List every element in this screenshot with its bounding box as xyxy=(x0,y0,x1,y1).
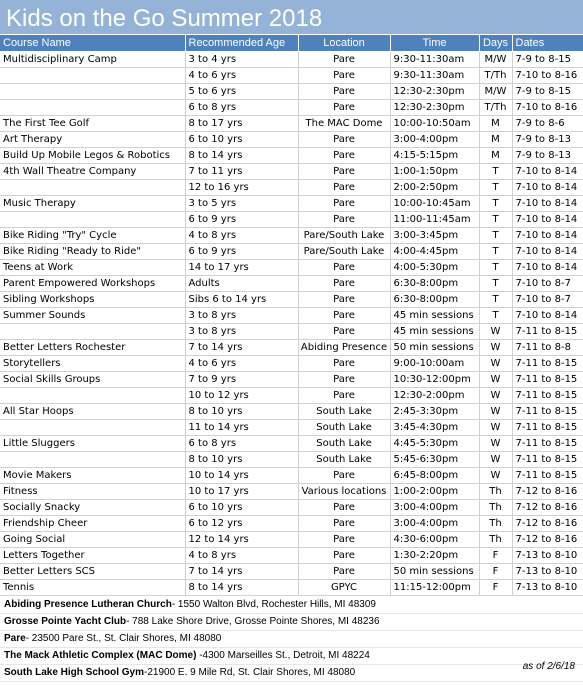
location-cell[interactable]: Pare xyxy=(298,500,390,516)
age-cell[interactable]: 8 to 14 yrs xyxy=(185,148,298,164)
location-cell[interactable]: South Lake xyxy=(298,404,390,420)
course-name-cell[interactable]: Teens at Work xyxy=(0,260,185,276)
header-time[interactable]: Time xyxy=(390,36,479,52)
age-cell[interactable]: 14 to 17 yrs xyxy=(185,260,298,276)
days-cell[interactable]: W xyxy=(479,468,512,484)
days-cell[interactable]: Th xyxy=(479,484,512,500)
location-cell[interactable]: South Lake xyxy=(298,436,390,452)
note-address: -4300 Marseilles St., Detroit, MI 48224 xyxy=(196,650,370,661)
location-notes xyxy=(0,597,583,682)
location-cell[interactable]: Pare xyxy=(298,180,390,196)
time-cell[interactable]: 10:00-10:50am xyxy=(390,116,479,132)
time-cell[interactable]: 4:00-5:30pm xyxy=(390,260,479,276)
course-name-cell[interactable] xyxy=(0,84,185,100)
course-name-cell[interactable]: Fitness xyxy=(0,484,185,500)
time-cell[interactable]: 9:00-10:00am xyxy=(390,356,479,372)
header-days[interactable]: Days xyxy=(479,36,512,52)
time-cell[interactable]: 11:00-11:45am xyxy=(390,212,479,228)
dates-cell[interactable]: 7-11 to 8-15 xyxy=(512,372,583,388)
as-of-date: as of 2/6/18 xyxy=(522,661,575,672)
age-cell[interactable]: 7 to 14 yrs xyxy=(185,564,298,580)
age-cell[interactable]: 6 to 8 yrs xyxy=(185,100,298,116)
dates-cell[interactable]: 7-11 to 8-15 xyxy=(512,404,583,420)
dates-cell[interactable]: 7-10 to 8-14 xyxy=(512,260,583,276)
dates-cell[interactable]: 7-10 to 8-16 xyxy=(512,68,583,84)
time-cell[interactable]: 1:30-2:20pm xyxy=(390,548,479,564)
course-name-cell[interactable] xyxy=(0,212,185,228)
time-cell[interactable]: 1:00-2:00pm xyxy=(390,484,479,500)
table-row xyxy=(0,68,583,84)
days-cell[interactable]: T xyxy=(479,260,512,276)
age-cell[interactable]: 4 to 6 yrs xyxy=(185,68,298,84)
days-cell[interactable]: T xyxy=(479,196,512,212)
age-cell[interactable]: 4 to 8 yrs xyxy=(185,548,298,564)
days-cell[interactable]: Th xyxy=(479,500,512,516)
age-cell[interactable]: 3 to 4 yrs xyxy=(185,52,298,68)
table-row xyxy=(0,564,583,580)
time-cell[interactable]: 12:30-2:30pm xyxy=(390,100,479,116)
location-cell[interactable]: Abiding Presence xyxy=(298,340,390,356)
time-cell[interactable]: 3:00-4:00pm xyxy=(390,516,479,532)
time-cell[interactable]: 3:00-3:45pm xyxy=(390,228,479,244)
location-cell[interactable]: Pare xyxy=(298,52,390,68)
age-cell[interactable]: 12 to 16 yrs xyxy=(185,180,298,196)
time-cell[interactable]: 4:00-4:45pm xyxy=(390,244,479,260)
course-name-cell[interactable] xyxy=(0,324,185,340)
age-cell[interactable]: 6 to 10 yrs xyxy=(185,500,298,516)
time-cell[interactable]: 4:15-5:15pm xyxy=(390,148,479,164)
table-row xyxy=(0,580,583,596)
course-name-cell[interactable]: Letters Together xyxy=(0,548,185,564)
note-address: - 23500 Pare St., St. Clair Shores, MI 48080 xyxy=(25,633,222,644)
days-cell[interactable]: W xyxy=(479,356,512,372)
note-name: Abiding Presence Lutheran Church xyxy=(4,599,172,610)
course-name-cell[interactable]: Summer Sounds xyxy=(0,308,185,324)
location-cell[interactable]: Pare xyxy=(298,260,390,276)
time-cell[interactable]: 10:30-12:00pm xyxy=(390,372,479,388)
table-row xyxy=(0,324,583,340)
dates-cell[interactable]: 7-11 to 8-8 xyxy=(512,340,583,356)
course-name-cell[interactable]: Tennis xyxy=(0,580,185,596)
age-cell[interactable]: 4 to 6 yrs xyxy=(185,356,298,372)
dates-cell[interactable]: 7-12 to 8-16 xyxy=(512,500,583,516)
time-cell[interactable]: 9:30-11:30am xyxy=(390,68,479,84)
course-name-cell[interactable]: Multidisciplinary Camp xyxy=(0,52,185,68)
table-row xyxy=(0,228,583,244)
table-row xyxy=(0,388,583,404)
location-cell[interactable]: Pare xyxy=(298,164,390,180)
age-cell[interactable]: Sibs 6 to 14 yrs xyxy=(185,292,298,308)
days-cell[interactable]: Th xyxy=(479,516,512,532)
location-cell[interactable]: Pare/South Lake xyxy=(298,228,390,244)
dates-cell[interactable]: 7-10 to 8-7 xyxy=(512,276,583,292)
dates-cell[interactable]: 7-10 to 8-14 xyxy=(512,308,583,324)
location-cell[interactable]: Pare xyxy=(298,532,390,548)
table-row xyxy=(0,500,583,516)
location-cell[interactable]: Pare xyxy=(298,548,390,564)
age-cell[interactable]: 6 to 9 yrs xyxy=(185,212,298,228)
days-cell[interactable]: T xyxy=(479,164,512,180)
header-recommended-age[interactable]: Recommended Age xyxy=(185,36,298,52)
location-cell[interactable]: Pare xyxy=(298,292,390,308)
table-row xyxy=(0,84,583,100)
days-cell[interactable]: F xyxy=(479,564,512,580)
days-cell[interactable]: W xyxy=(479,340,512,356)
dates-cell[interactable]: 7-10 to 8-14 xyxy=(512,196,583,212)
dates-cell[interactable]: 7-12 to 8-16 xyxy=(512,484,583,500)
age-cell[interactable]: 10 to 12 yrs xyxy=(185,388,298,404)
course-name-cell[interactable]: Art Therapy xyxy=(0,132,185,148)
time-cell[interactable]: 50 min sessions xyxy=(390,340,479,356)
time-cell[interactable]: 9:30-11:30am xyxy=(390,52,479,68)
age-cell[interactable]: 11 to 14 yrs xyxy=(185,420,298,436)
dates-cell[interactable]: 7-12 to 8-16 xyxy=(512,516,583,532)
dates-cell[interactable]: 7-10 to 8-14 xyxy=(512,180,583,196)
age-cell[interactable]: 8 to 10 yrs xyxy=(185,404,298,420)
note-row[interactable] xyxy=(0,665,583,682)
time-cell[interactable]: 11:15-12:00pm xyxy=(390,580,479,596)
location-cell[interactable]: Pare xyxy=(298,196,390,212)
header-row xyxy=(0,36,583,52)
course-name-cell[interactable]: Going Social xyxy=(0,532,185,548)
location-cell[interactable]: Pare xyxy=(298,132,390,148)
table-row xyxy=(0,484,583,500)
days-cell[interactable]: W xyxy=(479,436,512,452)
days-cell[interactable]: M/W xyxy=(479,52,512,68)
note-address: - 1550 Walton Blvd, Rochester Hills, MI 48309 xyxy=(171,599,376,610)
course-name-cell[interactable]: Storytellers xyxy=(0,356,185,372)
days-cell[interactable]: T/Th xyxy=(479,68,512,84)
days-cell[interactable]: Th xyxy=(479,532,512,548)
note-row[interactable] xyxy=(0,648,583,665)
table-row xyxy=(0,52,583,68)
location-cell[interactable]: Pare xyxy=(298,324,390,340)
course-name-cell[interactable]: Better Letters Rochester xyxy=(0,340,185,356)
days-cell[interactable]: M xyxy=(479,132,512,148)
location-cell[interactable]: The MAC Dome xyxy=(298,116,390,132)
days-cell[interactable]: W xyxy=(479,388,512,404)
table-row xyxy=(0,548,583,564)
table-row xyxy=(0,180,583,196)
schedule-table xyxy=(0,35,583,596)
days-cell[interactable]: W xyxy=(479,452,512,468)
course-name-cell[interactable]: Little Sluggers xyxy=(0,436,185,452)
time-cell[interactable]: 6:30-8:00pm xyxy=(390,276,479,292)
dates-cell[interactable]: 7-10 to 8-14 xyxy=(512,228,583,244)
dates-cell[interactable]: 7-11 to 8-15 xyxy=(512,324,583,340)
table-row xyxy=(0,468,583,484)
days-cell[interactable]: F xyxy=(479,580,512,596)
dates-cell[interactable]: 7-9 to 8-15 xyxy=(512,52,583,68)
days-cell[interactable]: W xyxy=(479,420,512,436)
time-cell[interactable]: 2:45-3:30pm xyxy=(390,404,479,420)
table-row xyxy=(0,196,583,212)
days-cell[interactable]: W xyxy=(479,404,512,420)
note-row[interactable] xyxy=(0,631,583,648)
course-name-cell[interactable]: Friendship Cheer xyxy=(0,516,185,532)
age-cell[interactable]: 6 to 8 yrs xyxy=(185,436,298,452)
dates-cell[interactable]: 7-11 to 8-15 xyxy=(512,452,583,468)
dates-cell[interactable]: 7-9 to 8-6 xyxy=(512,116,583,132)
time-cell[interactable]: 6:45-8:00pm xyxy=(390,468,479,484)
header-course-name[interactable]: Course Name xyxy=(0,36,185,52)
table-row xyxy=(0,308,583,324)
time-cell[interactable]: 2:00-2:50pm xyxy=(390,180,479,196)
dates-cell[interactable]: 7-9 to 8-15 xyxy=(512,84,583,100)
location-cell[interactable]: Pare xyxy=(298,212,390,228)
header-location[interactable]: Location xyxy=(298,36,390,52)
age-cell[interactable]: 12 to 14 yrs xyxy=(185,532,298,548)
days-cell[interactable]: T xyxy=(479,308,512,324)
course-name-cell[interactable]: All Star Hoops xyxy=(0,404,185,420)
table-row xyxy=(0,244,583,260)
table-row xyxy=(0,420,583,436)
location-cell[interactable]: Pare xyxy=(298,100,390,116)
location-cell[interactable]: GPYC xyxy=(298,580,390,596)
note-address: -21900 E. 9 Mile Rd, St. Clair Shores, MI 48080 xyxy=(144,667,356,678)
location-cell[interactable]: Pare/South Lake xyxy=(298,244,390,260)
dates-cell[interactable]: 7-12 to 8-16 xyxy=(512,532,583,548)
table-row xyxy=(0,516,583,532)
course-name-cell[interactable] xyxy=(0,68,185,84)
days-cell[interactable]: T xyxy=(479,292,512,308)
age-cell[interactable]: 3 to 5 yrs xyxy=(185,196,298,212)
time-cell[interactable]: 1:00-1:50pm xyxy=(390,164,479,180)
days-cell[interactable]: F xyxy=(479,548,512,564)
location-cell[interactable]: Pare xyxy=(298,68,390,84)
dates-cell[interactable]: 7-11 to 8-15 xyxy=(512,420,583,436)
course-name-cell[interactable]: 4th Wall Theatre Company xyxy=(0,164,185,180)
course-name-cell[interactable]: Bike Riding "Ready to Ride" xyxy=(0,244,185,260)
sheet-title: Kids on the Go Summer 2018 xyxy=(0,0,583,35)
table-row xyxy=(0,276,583,292)
dates-cell[interactable]: 7-13 to 8-10 xyxy=(512,564,583,580)
age-cell[interactable]: 4 to 8 yrs xyxy=(185,228,298,244)
age-cell[interactable]: 7 to 9 yrs xyxy=(185,372,298,388)
course-name-cell[interactable] xyxy=(0,100,185,116)
course-name-cell[interactable]: Movie Makers xyxy=(0,468,185,484)
table-row xyxy=(0,132,583,148)
course-name-cell[interactable]: Build Up Mobile Legos & Robotics xyxy=(0,148,185,164)
location-cell[interactable]: Pare xyxy=(298,356,390,372)
dates-cell[interactable]: 7-11 to 8-15 xyxy=(512,356,583,372)
location-cell[interactable]: Pare xyxy=(298,84,390,100)
note-name: South Lake High School Gym xyxy=(4,667,145,678)
course-name-cell[interactable]: Socially Snacky xyxy=(0,500,185,516)
note-row[interactable] xyxy=(0,597,583,614)
days-cell[interactable]: T xyxy=(479,244,512,260)
course-name-cell[interactable]: Better Letters SCS xyxy=(0,564,185,580)
table-row xyxy=(0,148,583,164)
table-row xyxy=(0,340,583,356)
note-address: - 788 Lake Shore Drive, Grosse Pointe Shores, MI 48236 xyxy=(126,616,380,627)
dates-cell[interactable]: 7-10 to 8-16 xyxy=(512,100,583,116)
dates-cell[interactable]: 7-10 to 8-14 xyxy=(512,212,583,228)
note-name: The Mack Athletic Complex (MAC Dome) xyxy=(4,650,197,661)
table-row xyxy=(0,356,583,372)
location-cell[interactable]: Pare xyxy=(298,516,390,532)
dates-cell[interactable]: 7-11 to 8-15 xyxy=(512,388,583,404)
note-name: Grosse Pointe Yacht Club xyxy=(4,616,127,627)
age-cell[interactable]: 3 to 8 yrs xyxy=(185,324,298,340)
days-cell[interactable]: M xyxy=(479,116,512,132)
table-row xyxy=(0,404,583,420)
age-cell[interactable]: Adults xyxy=(185,276,298,292)
course-name-cell[interactable] xyxy=(0,180,185,196)
time-cell[interactable]: 6:30-8:00pm xyxy=(390,292,479,308)
course-name-cell[interactable]: Parent Empowered Workshops xyxy=(0,276,185,292)
location-cell[interactable]: South Lake xyxy=(298,420,390,436)
days-cell[interactable]: T xyxy=(479,212,512,228)
days-cell[interactable]: W xyxy=(479,372,512,388)
table-row xyxy=(0,292,583,308)
time-cell[interactable]: 45 min sessions xyxy=(390,324,479,340)
dates-cell[interactable]: 7-10 to 8-14 xyxy=(512,164,583,180)
age-cell[interactable]: 10 to 17 yrs xyxy=(185,484,298,500)
table-row xyxy=(0,260,583,276)
header-dates[interactable]: Dates xyxy=(512,36,583,52)
course-name-cell[interactable] xyxy=(0,388,185,404)
location-cell[interactable]: Pare xyxy=(298,388,390,404)
table-row xyxy=(0,372,583,388)
dates-cell[interactable]: 7-10 to 8-7 xyxy=(512,292,583,308)
dates-cell[interactable]: 7-10 to 8-14 xyxy=(512,244,583,260)
time-cell[interactable]: 4:45-5:30pm xyxy=(390,436,479,452)
course-name-cell[interactable]: Bike Riding "Try" Cycle xyxy=(0,228,185,244)
location-cell[interactable]: Pare xyxy=(298,372,390,388)
dates-cell[interactable]: 7-13 to 8-10 xyxy=(512,580,583,596)
dates-cell[interactable]: 7-9 to 8-13 xyxy=(512,148,583,164)
course-name-cell[interactable]: The First Tee Golf xyxy=(0,116,185,132)
table-row xyxy=(0,436,583,452)
location-cell[interactable]: Pare xyxy=(298,468,390,484)
location-cell[interactable]: Pare xyxy=(298,148,390,164)
location-cell[interactable]: Pare xyxy=(298,308,390,324)
course-name-cell[interactable] xyxy=(0,452,185,468)
note-name: Pare xyxy=(4,633,26,644)
dates-cell[interactable]: 7-11 to 8-15 xyxy=(512,436,583,452)
age-cell[interactable]: 6 to 12 yrs xyxy=(185,516,298,532)
age-cell[interactable]: 8 to 14 yrs xyxy=(185,580,298,596)
table-row xyxy=(0,532,583,548)
age-cell[interactable]: 3 to 8 yrs xyxy=(185,308,298,324)
table-row xyxy=(0,212,583,228)
table-row xyxy=(0,452,583,468)
table-row xyxy=(0,100,583,116)
time-cell[interactable]: 12:30-2:30pm xyxy=(390,84,479,100)
time-cell[interactable]: 5:45-6:30pm xyxy=(390,452,479,468)
age-cell[interactable]: 8 to 17 yrs xyxy=(185,116,298,132)
location-cell[interactable]: Pare xyxy=(298,276,390,292)
time-cell[interactable]: 12:30-2:00pm xyxy=(390,388,479,404)
days-cell[interactable]: T/Th xyxy=(479,100,512,116)
course-name-cell[interactable]: Music Therapy xyxy=(0,196,185,212)
age-cell[interactable]: 5 to 6 yrs xyxy=(185,84,298,100)
days-cell[interactable]: M/W xyxy=(479,84,512,100)
course-name-cell[interactable] xyxy=(0,420,185,436)
days-cell[interactable]: T xyxy=(479,228,512,244)
days-cell[interactable]: T xyxy=(479,180,512,196)
location-cell[interactable]: Various locations xyxy=(298,484,390,500)
course-name-cell[interactable]: Sibling Workshops xyxy=(0,292,185,308)
age-cell[interactable]: 7 to 14 yrs xyxy=(185,340,298,356)
age-cell[interactable]: 7 to 11 yrs xyxy=(185,164,298,180)
time-cell[interactable]: 4:30-6:00pm xyxy=(390,532,479,548)
note-row[interactable] xyxy=(0,614,583,631)
table-row xyxy=(0,116,583,132)
age-cell[interactable]: 10 to 14 yrs xyxy=(185,468,298,484)
dates-cell[interactable]: 7-11 to 8-15 xyxy=(512,468,583,484)
time-cell[interactable]: 3:45-4:30pm xyxy=(390,420,479,436)
table-row xyxy=(0,164,583,180)
age-cell[interactable]: 6 to 10 yrs xyxy=(185,132,298,148)
days-cell[interactable]: W xyxy=(479,324,512,340)
age-cell[interactable]: 8 to 10 yrs xyxy=(185,452,298,468)
age-cell[interactable]: 6 to 9 yrs xyxy=(185,244,298,260)
dates-cell[interactable]: 7-9 to 8-13 xyxy=(512,132,583,148)
days-cell[interactable]: M xyxy=(479,148,512,164)
time-cell[interactable]: 3:00-4:00pm xyxy=(390,500,479,516)
time-cell[interactable]: 10:00-10:45am xyxy=(390,196,479,212)
days-cell[interactable]: T xyxy=(479,276,512,292)
location-cell[interactable]: South Lake xyxy=(298,452,390,468)
time-cell[interactable]: 45 min sessions xyxy=(390,308,479,324)
time-cell[interactable]: 50 min sessions xyxy=(390,564,479,580)
dates-cell[interactable]: 7-13 to 8-10 xyxy=(512,548,583,564)
time-cell[interactable]: 3:00-4:00pm xyxy=(390,132,479,148)
course-name-cell[interactable]: Social Skills Groups xyxy=(0,372,185,388)
location-cell[interactable]: Pare xyxy=(298,564,390,580)
